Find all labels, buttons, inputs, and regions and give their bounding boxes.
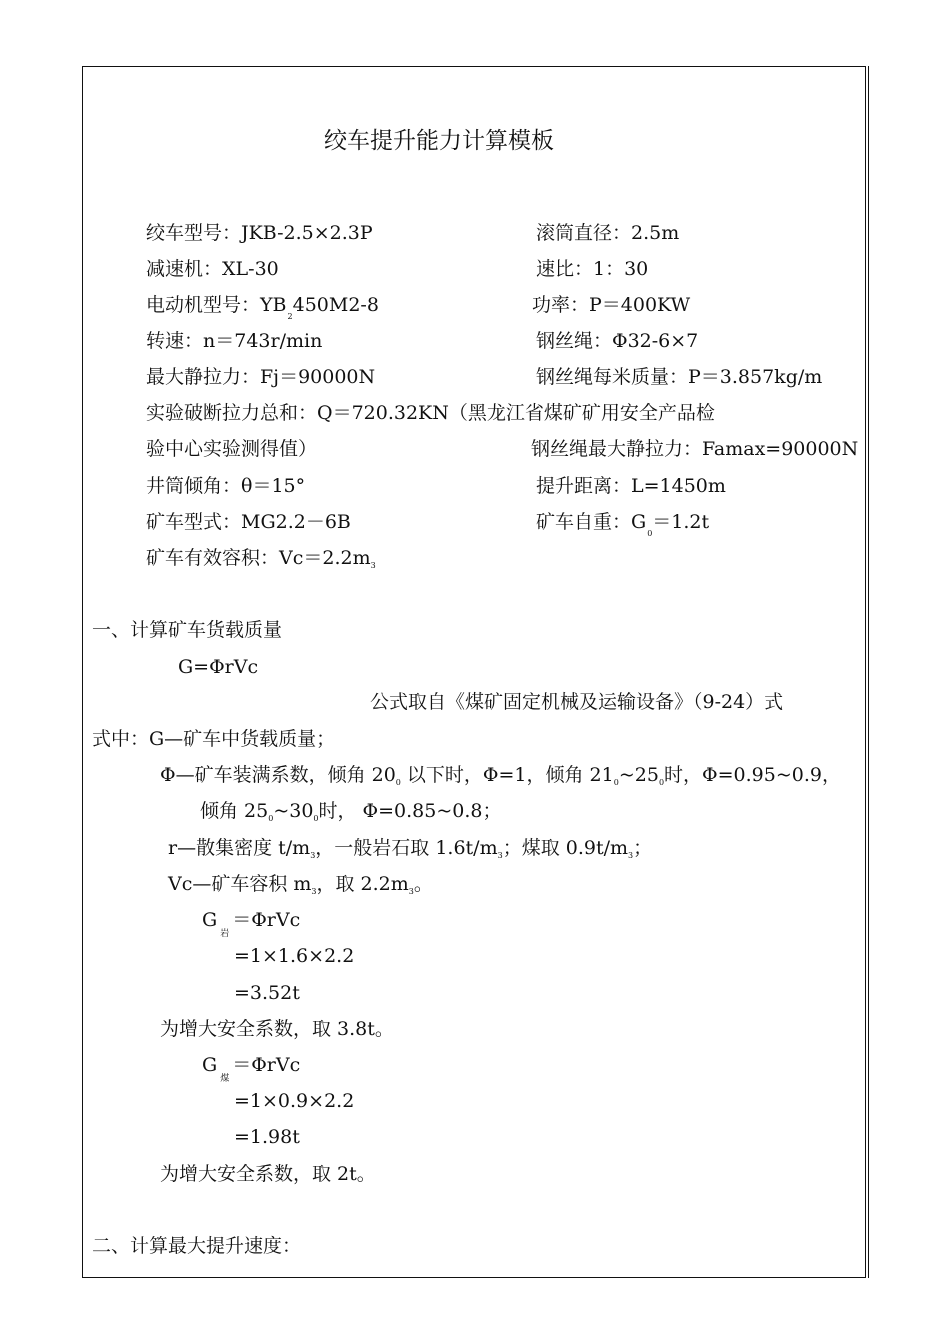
vc-text-c: 。 xyxy=(413,873,433,895)
phi2-text-a: 倾角 25 xyxy=(200,800,269,822)
spec-motor-prefix: 电动机型号：YB xyxy=(146,294,287,316)
spec-break-line1: 实验破断拉力总和：Q＝720.32KN（黑龙江省煤矿矿用安全产品检 xyxy=(146,402,715,424)
phi-text-a: Φ—矿车装满系数，倾角 20 xyxy=(160,764,396,786)
phi-sup-a: 0 xyxy=(395,778,401,787)
phi-text-d: 时，Φ=0.95~0.9， xyxy=(664,764,841,786)
spec-car-weight-suffix: ＝1.2t xyxy=(652,511,710,533)
phi-definition-line2 xyxy=(200,799,502,827)
spec-distance: 提升距离：L=1450m xyxy=(536,475,726,497)
coal-safety: 为增大安全系数，取 2t。 xyxy=(160,1163,376,1185)
coal-formula-expr: ＝ΦrVc xyxy=(232,1054,301,1076)
coal-calc: =1×0.9×2.2 xyxy=(234,1090,355,1112)
spec-drum-diameter: 滚筒直径：2.5m xyxy=(536,222,680,244)
phi-text-b: 以下时，Φ=1，倾角 21 xyxy=(400,764,614,786)
phi2-text-b: ~30 xyxy=(273,800,314,822)
vc-sup-b: 3 xyxy=(408,887,414,896)
section1-where: 式中：G—矿车中货载质量； xyxy=(92,728,336,750)
spec-car-weight xyxy=(536,510,709,538)
phi-definition-line1 xyxy=(160,763,841,791)
phi-text-c: ~25 xyxy=(618,764,659,786)
spec-winch-model: 绞车型号：JKB-2.5×2.3P xyxy=(146,222,373,244)
phi-sup-b: 0 xyxy=(613,778,619,787)
section2-heading: 二、计算最大提升速度： xyxy=(92,1235,302,1257)
section1-heading: 一、计算矿车货载质量 xyxy=(92,619,283,641)
r-sup-c: 3 xyxy=(628,851,634,860)
spec-power: 功率：P＝400KW xyxy=(532,294,691,316)
coal-result: =1.98t xyxy=(234,1126,300,1148)
phi2-sup-a: 0 xyxy=(268,814,274,823)
rock-g: G xyxy=(202,909,218,931)
spec-motor-suffix: 450M2-8 xyxy=(292,294,379,316)
spec-car-weight-prefix: 矿车自重：G xyxy=(536,511,647,533)
page-frame-double-line xyxy=(868,66,869,1278)
coal-g: G xyxy=(202,1054,218,1076)
spec-reducer: 减速机：XL-30 xyxy=(146,258,279,280)
r-text-a: r—散集密度 t/m xyxy=(168,837,311,859)
spec-rope-mass: 钢丝绳每米质量：P＝3.857kg/m xyxy=(536,366,823,388)
vc-definition xyxy=(168,872,433,900)
spec-car-volume-sup: 3 xyxy=(370,561,376,570)
rock-formula-expr: ＝ΦrVc xyxy=(232,909,301,931)
spec-max-static: 最大静拉力：Fj＝90000N xyxy=(146,366,376,388)
spec-incline: 井筒倾角：θ＝15° xyxy=(146,475,306,497)
coal-sub: 煤 xyxy=(220,1074,230,1084)
spec-motor xyxy=(146,293,379,321)
coal-formula xyxy=(202,1053,301,1084)
rock-safety: 为增大安全系数，取 3.8t。 xyxy=(160,1018,394,1040)
spec-car-volume-prefix: 矿车有效容积：Vc＝2.2m xyxy=(146,547,371,569)
spec-break-line2: 验中心实验测得值） xyxy=(146,438,318,460)
spec-rope: 钢丝绳：Φ32-6×7 xyxy=(536,330,699,352)
rock-sub: 岩 xyxy=(220,929,230,939)
vc-sup-a: 3 xyxy=(311,887,317,896)
vc-text-b: ，取 2.2m xyxy=(316,873,409,895)
vc-text-a: Vc—矿车容积 m xyxy=(168,873,312,895)
section1-formula: G=ΦrVc xyxy=(178,656,259,678)
spec-rope-max-static: 钢丝绳最大静拉力：Famax=90000N xyxy=(531,438,859,460)
spec-car-model: 矿车型式：MG2.2－6B xyxy=(146,511,351,533)
phi-sup-c: 0 xyxy=(658,778,665,787)
spec-car-volume xyxy=(146,546,376,574)
rock-formula xyxy=(202,908,301,939)
rock-calc: =1×1.6×2.2 xyxy=(234,945,355,967)
phi2-sup-b: 0 xyxy=(313,814,319,823)
r-text-b: ，一般岩石取 1.6t/m xyxy=(315,837,498,859)
spec-speed: 转速：n＝743r/min xyxy=(146,330,323,352)
phi2-text-c: 时， Φ=0.85~0.8； xyxy=(318,800,502,822)
r-text-c: ；煤取 0.9t/m xyxy=(502,837,628,859)
r-definition xyxy=(168,836,652,864)
r-sup-b: 3 xyxy=(497,851,503,860)
r-sup-a: 3 xyxy=(310,851,316,860)
section1-source: 公式取自《煤矿固定机械及运输设备》（9-24）式 xyxy=(370,691,784,713)
page-title: 绞车提升能力计算模板 xyxy=(324,128,554,154)
rock-result: =3.52t xyxy=(234,982,300,1004)
spec-ratio: 速比：1：30 xyxy=(536,258,649,280)
r-text-d: ； xyxy=(633,837,653,859)
spec-motor-sub: 2 xyxy=(287,312,293,321)
spec-car-weight-sub: 0 xyxy=(647,529,653,538)
